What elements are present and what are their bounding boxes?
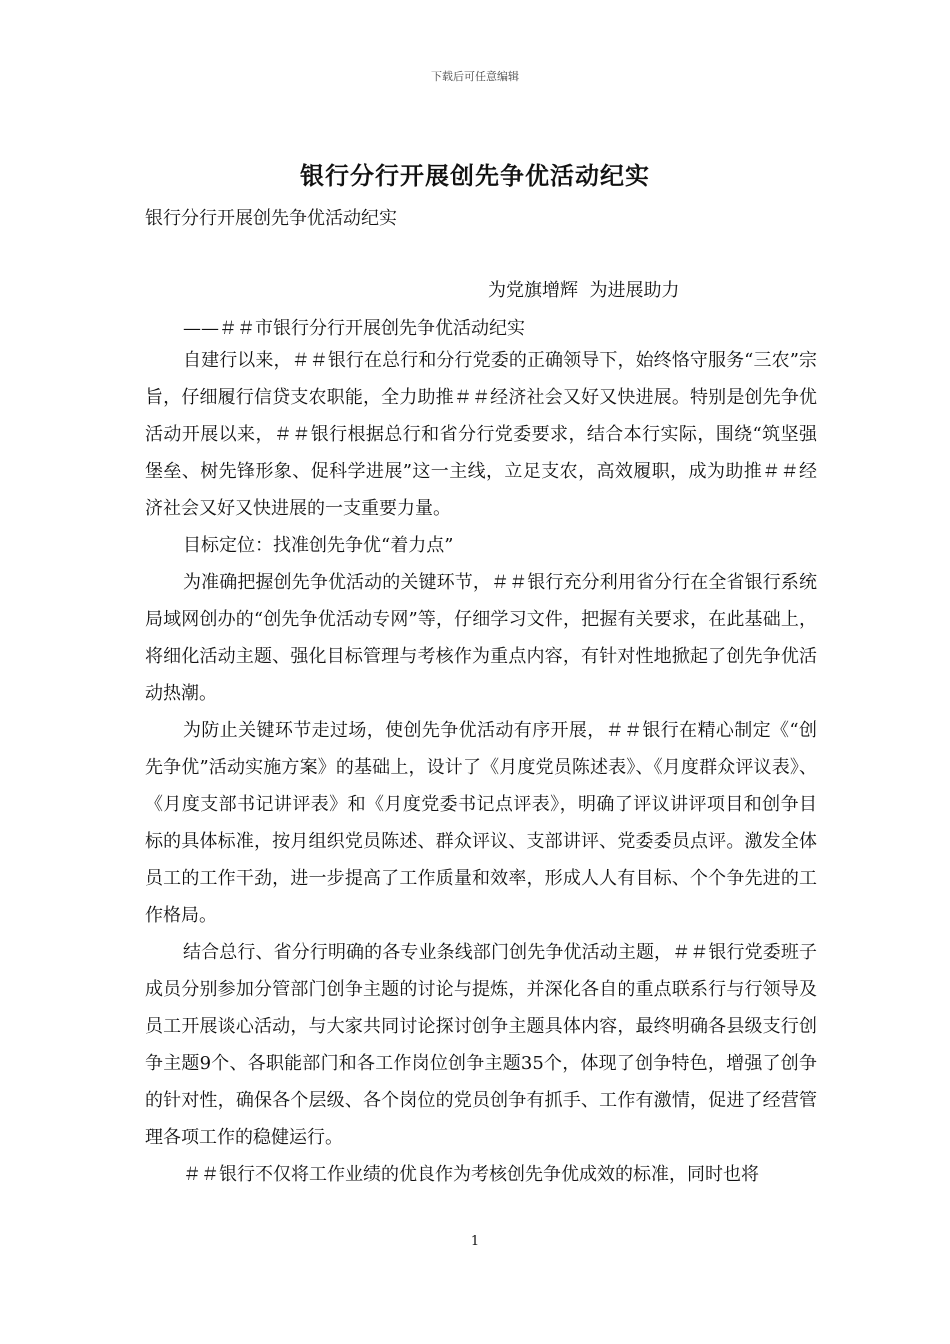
paragraph: 为防止关键环节走过场，使创先争优活动有序开展，＃＃银行在精心制定《“创先争优”活动实施方案》的基础上，设计了《月度党员陈述表》、《月度群众评议表》、《月度支部书记讲评表》和《月度党委书记点评表》，明确了评议讲评项目和创争目标的具体标准，按月组织党员陈述、群众评议、支部讲评、党委委员点评。激发全体员工的工作干劲，进一步提高了工作质量和效率，形成人人有目标、个个争先进的工作格局。 (145, 720, 817, 926)
paragraph: 结合总行、省分行明确的各专业条线部门创先争优活动主题，＃＃银行党委班子成员分别参加分管部门创争主题的讨论与提炼，并深化各自的重点联系行与行领导及员工开展谈心活动，与大家共同讨论探讨创争主题具体内容，最终明确各县级支行创争主题9个、各职能部门和各工作岗位创争主题35个，体现了创争特色，增强了创争的针对性，确保各个层级、各个岗位的党员创争有抓手、工作有激情，促进了经营管理各项工作的稳健运行。 (145, 942, 817, 1148)
paragraph: ＃＃银行不仅将工作业绩的优良作为考核创先争优成效的标准，同时也将 (183, 1164, 759, 1185)
section-heading: 目标定位：找准创先争优“着力点” (183, 535, 454, 556)
header-note: 下载后可任意编辑 (431, 70, 519, 83)
page-number: 1 (470, 1234, 480, 1249)
paragraph: 为准确把握创先争优活动的关键环节，＃＃银行充分利用省分行在全省银行系统局域网创办的“创先争优活动专网”等，仔细学习文件，把握有关要求，在此基础上，将细化活动主题、强化目标管理与考核作为重点内容，有针对性地掀起了创先争优活动热潮。 (145, 572, 817, 704)
body-text (145, 342, 817, 1193)
byline: ——＃＃市银行分行开展创先争优活动纪实 (183, 318, 525, 339)
paragraph: 自建行以来，＃＃银行在总行和分行党委的正确领导下，始终恪守服务“三农”宗旨，仔细履行信贷支农职能，全力助推＃＃经济社会又好又快进展。特别是创先争优活动开展以来，＃＃银行根据总行和省分行党委要求，结合本行实际，围绕“筑坚强堡垒、树先锋形象、促科学进展”这一主线，立足支农，高效履职，成为助推＃＃经济社会又好又快进展的一支重要力量。 (145, 350, 817, 519)
document-title: 银行分行开展创先争优活动纪实 (300, 161, 650, 190)
slogan-heading: 为党旗增辉 为进展助力 (488, 280, 680, 301)
document-subtitle: 银行分行开展创先争优活动纪实 (145, 208, 397, 229)
